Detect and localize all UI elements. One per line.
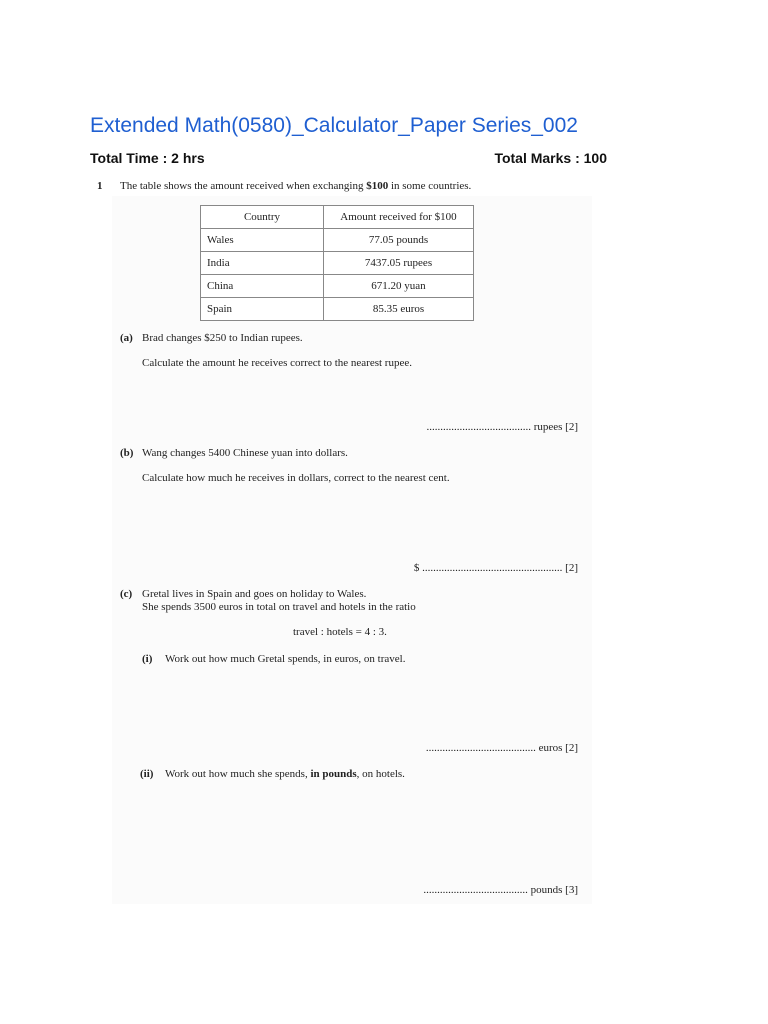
exchange-table: [200, 205, 474, 321]
table-cell-country: India: [201, 252, 324, 275]
document-title: Extended Math(0580)_Calculator_Paper Series_002: [90, 114, 578, 137]
part-c-i-text: Work out how much Gretal spends, in euros, on travel.: [165, 653, 406, 665]
part-a-label: (a): [120, 332, 133, 344]
column-header-amount: Amount received for $100: [324, 206, 474, 229]
part-c-ii-answer-line: ...................................... pounds [3]: [423, 884, 578, 896]
total-time: Total Time : 2 hrs: [90, 150, 205, 166]
table-cell-country: Spain: [201, 298, 324, 321]
table-cell-country: China: [201, 275, 324, 298]
table-row: [201, 252, 474, 275]
column-header-country: Country: [201, 206, 324, 229]
part-c-i-label: (i): [142, 653, 153, 665]
table-cell-amount: 85.35 euros: [324, 298, 474, 321]
part-a-line1: Brad changes $250 to Indian rupees.: [142, 332, 303, 344]
table-row: [201, 298, 474, 321]
table-cell-amount: 7437.05 rupees: [324, 252, 474, 275]
total-marks: Total Marks : 100: [494, 150, 607, 166]
table-row: [201, 229, 474, 252]
question-intro: The table shows the amount received when exchanging $100 in some countries.: [120, 180, 472, 192]
part-b-label: (b): [120, 447, 134, 459]
part-c-label: (c): [120, 588, 133, 600]
table-row: [201, 275, 474, 298]
table-cell-amount: 671.20 yuan: [324, 275, 474, 298]
part-a-answer-line: ...................................... rupees [2]: [426, 421, 578, 433]
part-c-i-answer-line: ........................................ euros [2]: [425, 742, 578, 754]
question-number: 1: [97, 180, 103, 192]
part-c-line2: She spends 3500 euros in total on travel and hotels in the ratio: [142, 601, 416, 613]
part-a-line2: Calculate the amount he receives correct to the nearest rupee.: [142, 357, 412, 369]
part-b-line1: Wang changes 5400 Chinese yuan into dollars.: [142, 447, 348, 459]
table-cell-amount: 77.05 pounds: [324, 229, 474, 252]
table-cell-country: Wales: [201, 229, 324, 252]
part-c-ratio: travel : hotels = 4 : 3.: [293, 626, 387, 638]
part-c-line1: Gretal lives in Spain and goes on holiday to Wales.: [142, 588, 367, 600]
part-c-ii-text: Work out how much she spends, in pounds, on hotels.: [165, 768, 405, 780]
part-c-ii-label: (ii): [140, 768, 154, 780]
part-b-line2: Calculate how much he receives in dollars, correct to the nearest cent.: [142, 472, 450, 484]
table-header-row: [201, 206, 474, 229]
part-b-answer-line: $ ................................................... [2]: [413, 562, 578, 574]
